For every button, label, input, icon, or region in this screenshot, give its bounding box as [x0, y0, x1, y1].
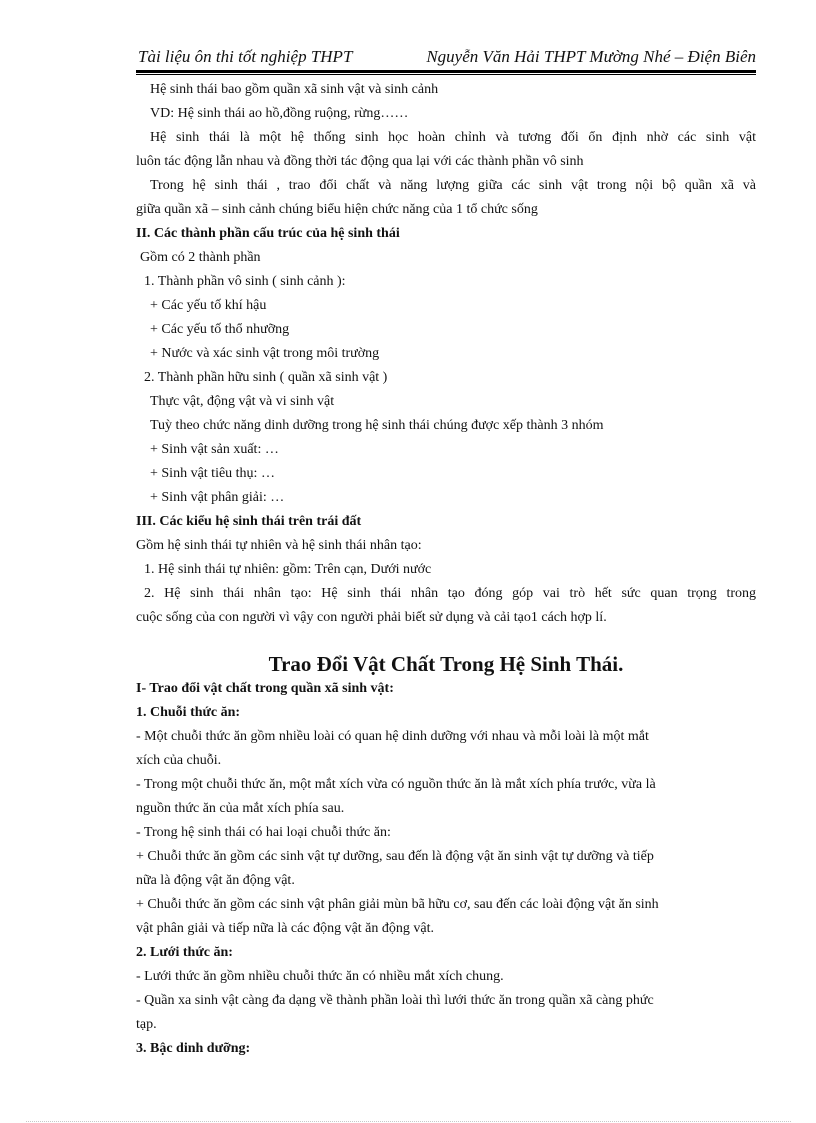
paragraph-line: - Quần xa sinh vật càng đa dạng về thành phần loài thì lưới thức ăn trong quần xã càng phức — [136, 993, 654, 1008]
list-item: + Sinh vật tiêu thụ: … — [150, 466, 275, 481]
paragraph-line: Thực vật, động vật và vi sinh vật — [150, 394, 335, 409]
paragraph-line: VD: Hệ sinh thái ao hồ,đồng ruộng, rừng…… — [150, 106, 409, 121]
paragraph-line: + Chuỗi thức ăn gồm các sinh vật phân giải mùn bã hữu cơ, sau đến các loài động vật ăn sinh — [136, 897, 659, 912]
list-item: 1. Hệ sinh thái tự nhiên: gồm: Trên cạn, Dưới nước — [144, 562, 432, 577]
paragraph-line: - Lưới thức ăn gồm nhiều chuỗi thức ăn có nhiều mắt xích chung. — [136, 969, 504, 984]
list-item: + Sinh vật phân giải: … — [150, 490, 285, 505]
paragraph-line: xích của chuỗi. — [136, 753, 222, 768]
list-item: 1. Thành phần vô sinh ( sinh cảnh ): — [144, 274, 346, 289]
paragraph-line: nguồn thức ăn của mắt xích phía sau. — [136, 801, 345, 816]
paragraph-line: Gồm hệ sinh thái tự nhiên và hệ sinh thái nhân tạo: — [136, 538, 422, 553]
section-heading-3: III. Các kiểu hệ sinh thái trên trái đất — [136, 514, 362, 529]
section-heading-I: I- Trao đổi vật chất trong quần xã sinh vật: — [136, 681, 394, 696]
list-item: 2. Hệ sinh thái nhân tạo: Hệ sinh thái nhân tạo đóng góp vai trò hết sức quan trọng trong — [144, 586, 756, 601]
list-item: + Nước và xác sinh vật trong môi trường — [150, 346, 380, 361]
section-matter-exchange — [136, 677, 756, 1061]
paragraph-line: Gồm có 2 thành phần — [140, 250, 261, 265]
paragraph-line: nữa là động vật ăn động vật. — [136, 873, 295, 888]
paragraph-line: - Trong một chuỗi thức ăn, một mắt xích vừa có nguồn thức ăn là mắt xích phía trước, vừa là — [136, 777, 656, 792]
paragraph-line: Hệ sinh thái bao gồm quần xã sinh vật và sinh cảnh — [150, 82, 439, 97]
document-title: Trao Đổi Vật Chất Trong Hệ Sinh Thái. — [268, 652, 624, 676]
paragraph-line: giữa quần xã – sinh cảnh chúng biểu hiện chức năng của 1 tổ chức sống — [136, 202, 538, 217]
list-item: + Các yếu tố thổ nhưỡng — [150, 322, 290, 337]
section-ecosystem-intro — [136, 78, 756, 630]
paragraph-line: luôn tác động lẫn nhau và đồng thời tác động qua lại với các thành phần vô sinh — [136, 154, 584, 169]
list-item: 2. Thành phần hữu sinh ( quần xã sinh vật ) — [144, 370, 388, 385]
header-rule-thin — [136, 74, 756, 75]
header-rule-thick — [136, 70, 756, 73]
paragraph-line: Trong hệ sinh thái , trao đổi chất và năng lượng giữa các sinh vật trong nội bộ quần xã và — [150, 178, 756, 193]
paragraph-line: vật phân giải và tiếp nữa là các động vật ăn động vật. — [136, 921, 434, 936]
section-heading-2: II. Các thành phần cấu trúc của hệ sinh thái — [136, 226, 400, 241]
paragraph-line: - Trong hệ sinh thái có hai loại chuỗi thức ăn: — [136, 825, 391, 840]
subheading-food-web: 2. Lưới thức ăn: — [136, 945, 233, 960]
list-item: + Sinh vật sản xuất: … — [150, 442, 279, 457]
header-left-text: Tài liệu ôn thi tốt nghiệp THPT — [138, 47, 353, 66]
paragraph-line: - Một chuỗi thức ăn gồm nhiều loài có quan hệ dinh dưỡng với nhau và mỗi loài là một mắt — [136, 729, 649, 744]
paragraph-line: + Chuỗi thức ăn gồm các sinh vật tự dưỡng, sau đến là động vật ăn sinh vật tự dưỡng và tiếp — [136, 849, 654, 864]
paragraph-line: tạp. — [136, 1017, 157, 1032]
header-right-text: Nguyễn Văn Hải THPT Mường Nhé – Điện Biên — [426, 47, 756, 66]
paragraph-line: Tuỳ theo chức năng dinh dưỡng trong hệ sinh thái chúng được xếp thành 3 nhóm — [150, 418, 604, 433]
paragraph-line: cuộc sống của con người vì vậy con người phải biết sử dụng và cải tạo1 cách hợp lí. — [136, 610, 607, 625]
subheading-trophic-level: 3. Bậc dinh dưỡng: — [136, 1041, 251, 1056]
list-item: + Các yếu tố khí hậu — [150, 298, 267, 313]
subheading-food-chain: 1. Chuỗi thức ăn: — [136, 705, 241, 720]
paragraph-line: Hệ sinh thái là một hệ thống sinh học hoàn chỉnh và tương đối ổn định nhờ các sinh vật — [150, 130, 756, 145]
page-header — [136, 47, 756, 69]
